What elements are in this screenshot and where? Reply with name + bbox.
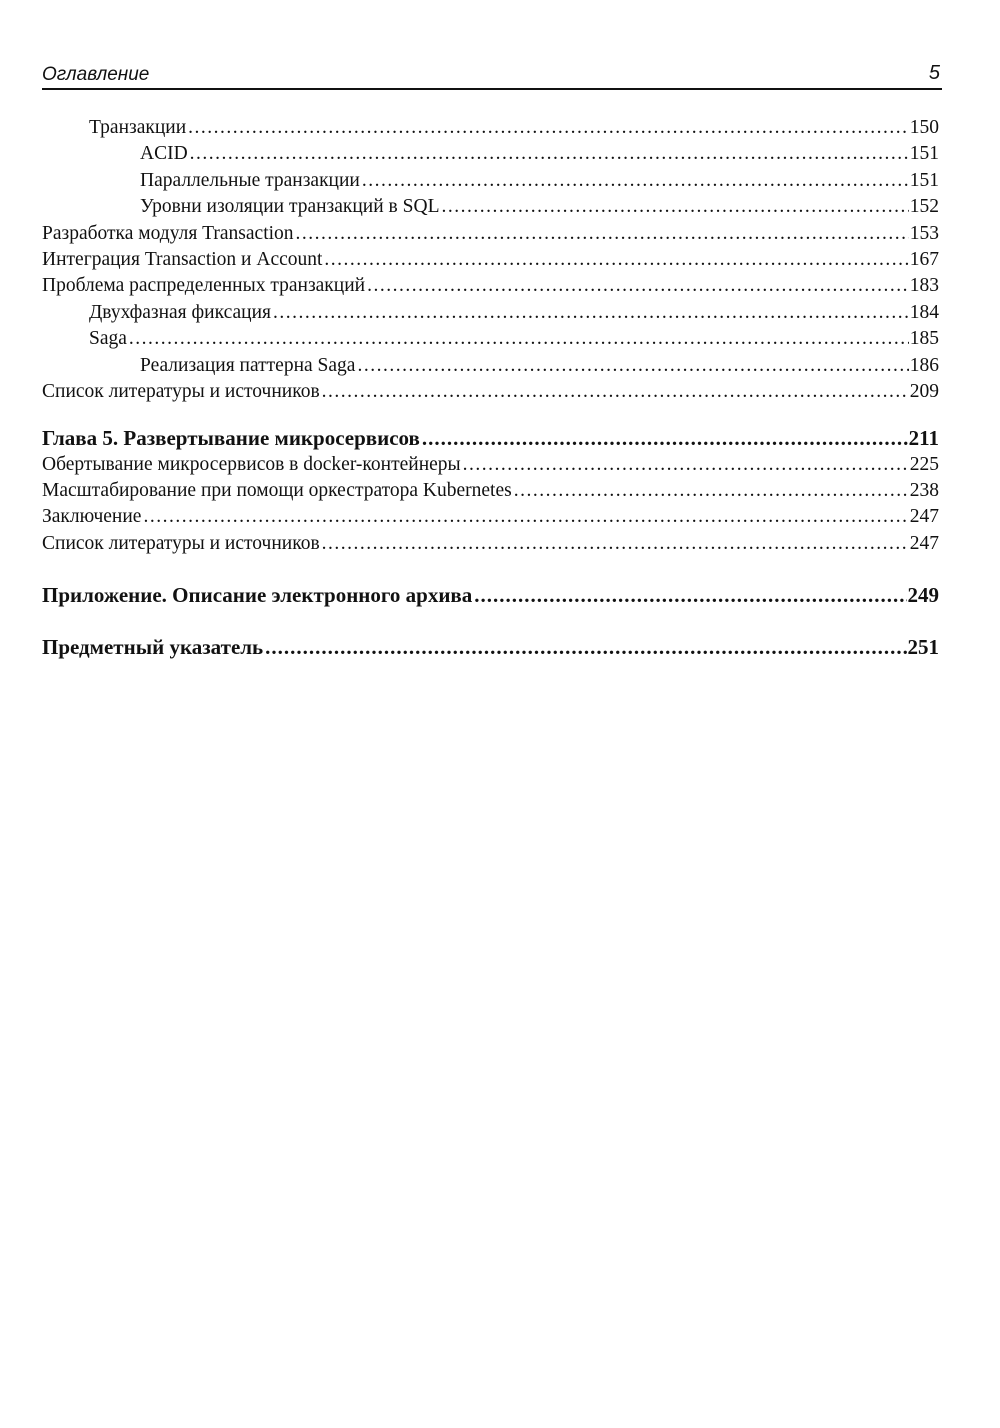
dot-leader [273,300,909,326]
dot-leader [367,273,909,299]
dot-leader [474,582,906,608]
toc-entry-label: Интеграция Transaction и Account [42,248,323,270]
page-number: 5 [928,62,940,84]
dot-leader [324,247,908,273]
dot-leader [463,452,909,478]
page-header [42,60,942,90]
toc-entry-page: 238 [909,480,939,502]
toc-chapter-entry[interactable] [42,634,939,660]
toc-entry[interactable] [42,300,939,326]
dot-leader [143,504,908,530]
toc-entry[interactable] [42,379,939,405]
toc-entry-label: Список литературы и источников [42,380,320,402]
toc-entry[interactable] [42,194,939,220]
toc-entry-page: 151 [909,143,939,165]
toc-entry[interactable] [42,247,939,273]
toc-entry-page: 186 [909,354,939,376]
toc-chapter-entry[interactable] [42,582,939,608]
toc-entry-page: 225 [909,453,939,475]
toc-entry-page: 211 [908,426,939,451]
toc-entry-label: Глава 5. Развертывание микросервисов [42,426,420,451]
dot-leader [190,141,909,167]
toc-entry-page: 183 [909,275,939,297]
toc-entry-label: Транзакции [89,117,187,138]
toc-entry-label: Разработка модуля Transaction [42,222,294,244]
dot-leader [441,194,908,220]
toc-entry[interactable] [42,326,939,352]
toc-entry[interactable] [42,273,939,299]
toc-entry[interactable] [42,452,939,478]
toc-entry-label: Проблема распределенных транзакций [42,275,366,297]
toc-entry-page: 184 [909,301,939,323]
dot-leader [265,634,906,660]
table-of-contents [42,115,939,660]
toc-entry-page: 150 [909,117,939,138]
dot-leader [296,221,909,247]
dot-leader [422,425,908,451]
toc-entry-page: 152 [909,196,939,218]
running-title: Оглавление [42,64,150,85]
dot-leader [188,115,909,141]
toc-entry-label: Обертывание микросервисов в docker-контейнеры [42,453,461,475]
toc-entry[interactable] [42,478,939,504]
toc-entry-page: 153 [909,222,939,244]
dot-leader [362,168,909,194]
toc-entry[interactable] [42,115,939,141]
toc-entry-page: 247 [909,506,939,528]
toc-entry-page: 151 [909,169,939,191]
toc-entry-page: 251 [907,634,939,659]
toc-entry-label: Параллельные транзакции [140,169,360,191]
toc-entry-label: Saga [89,328,127,350]
toc-entry-label: Список литературы и источников [42,532,320,554]
dot-leader [322,531,909,557]
toc-entry[interactable] [42,168,939,194]
toc-entry[interactable] [42,504,939,530]
toc-entry-page: 249 [907,583,939,608]
toc-entry-label: ACID [140,143,188,165]
toc-chapter-entry[interactable] [42,425,939,451]
toc-entry[interactable] [42,531,939,557]
toc-entry-page: 167 [909,248,939,270]
toc-entry-page: 185 [909,328,939,350]
toc-entry[interactable] [42,141,939,167]
toc-entry-label: Реализация паттерна Saga [140,354,356,376]
toc-entry-label: Двухфазная фиксация [89,301,271,323]
toc-entry-page: 209 [909,380,939,402]
toc-entry-label: Масштабирование при помощи оркестратора Kubernetes [42,480,512,502]
dot-leader [514,478,909,504]
toc-entry-page: 247 [909,532,939,554]
dot-leader [129,326,909,352]
toc-entry[interactable] [42,221,939,247]
toc-entry-label: Уровни изоляции транзакций в SQL [140,196,440,218]
toc-entry-label: Приложение. Описание электронного архива [42,583,473,608]
toc-entry-label: Предметный указатель [42,634,264,659]
toc-entry-label: Заключение [42,506,142,528]
dot-leader [357,353,908,379]
toc-entry[interactable] [42,353,939,379]
dot-leader [322,379,909,405]
